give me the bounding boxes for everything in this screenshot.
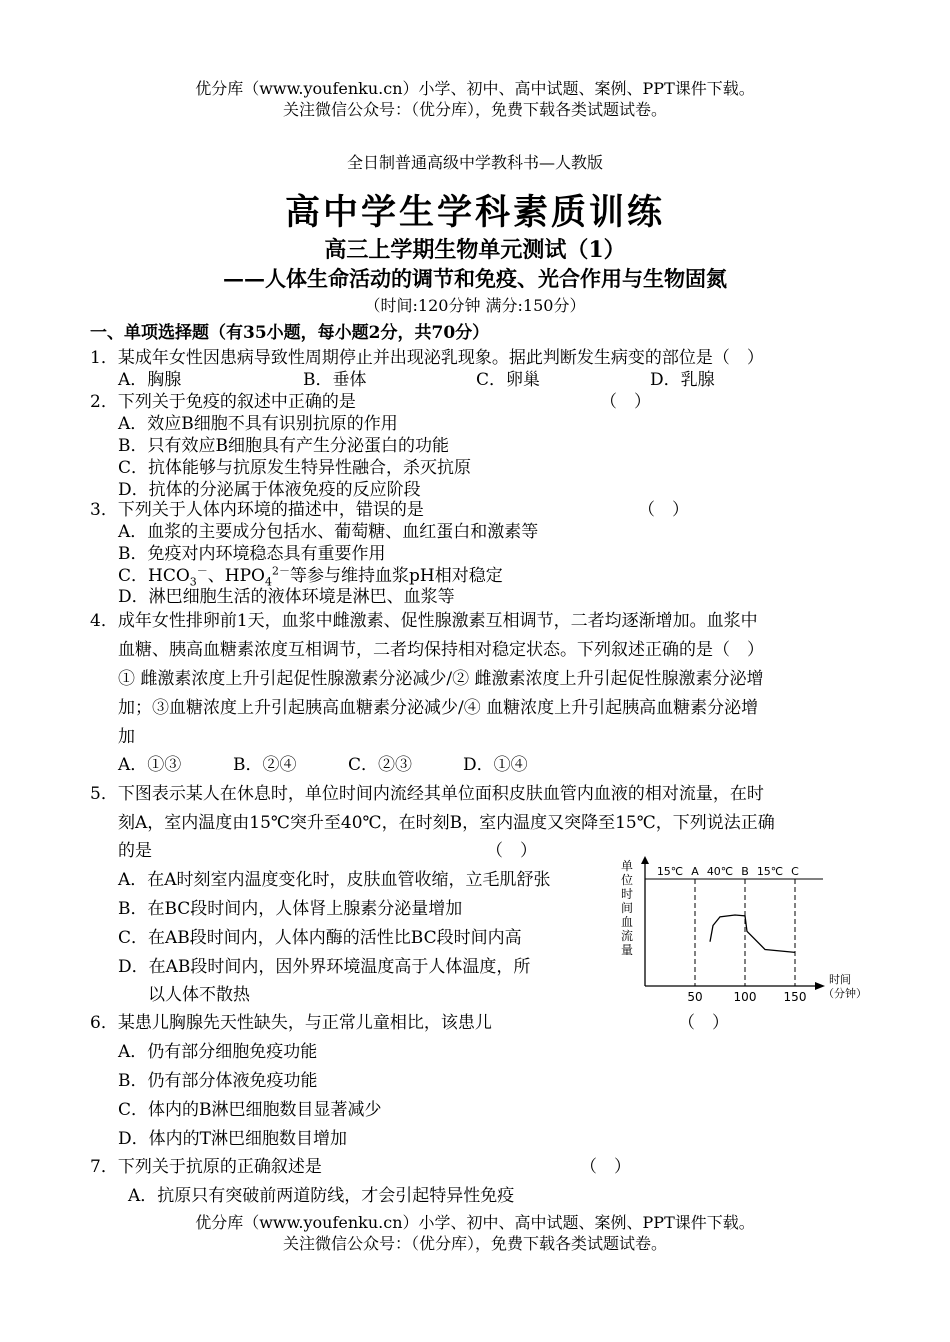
q5-answer-paren: （ ）	[486, 841, 537, 861]
q1-stem: 1．某成年女性因患病导致性周期停止并出现泌乳现象。据此判断发生病变的部位是（ ）	[90, 348, 764, 368]
y-axis-arrow	[641, 856, 649, 864]
q2-option-c: C．抗体能够与抗原发生特异性融合，杀灭抗原	[118, 458, 472, 478]
section-heading: 一、单项选择题（有35小题，每小题2分，共70分）	[90, 323, 490, 343]
q5-option-a: A．在A时刻室内温度变化时，皮肤血管收缩，立毛肌舒张	[118, 870, 551, 890]
zone-label: 15℃	[756, 865, 784, 878]
q1-option-c: C．卵巢	[476, 370, 541, 390]
x-tick-label: 100	[733, 990, 757, 1004]
q7-option-a: A．抗原只有突破前两道防线，才会引起特异性免疫	[128, 1186, 515, 1206]
q4-line-5: 加	[118, 727, 135, 747]
y-axis-label	[621, 859, 633, 957]
sub-title-topics: ——人体生命活动的调节和免疫、光合作用与生物固氮	[223, 266, 727, 291]
q1-option-d: D．乳腺	[650, 370, 715, 390]
blood-flow-series	[710, 915, 795, 952]
footer-line-1: 优分库（www.youfenku.cn）小学、初中、高中试题、案例、PPT课件下载。	[195, 1213, 755, 1232]
q3-option-d: D．淋巴细胞生活的液体环境是淋巴、血浆等	[118, 587, 455, 607]
q3-stem: 3．下列关于人体内环境的描述中，错误的是	[90, 500, 424, 520]
q6-option-b: B．仍有部分体液免疫功能	[118, 1071, 318, 1091]
y-axis-label-char: 时	[620, 887, 634, 901]
q5-option-c: C．在AB段时间内，人体内酶的活性比BC段时间内高	[118, 928, 522, 948]
zone-label: 40℃	[706, 865, 734, 878]
header-line-1: 优分库（www.youfenku.cn）小学、初中、高中试题、案例、PPT课件下载。	[195, 79, 755, 98]
q2-option-d: D．抗体的分泌属于体液免疫的反应阶段	[118, 480, 421, 500]
zone-label: 15℃	[656, 865, 684, 878]
y-axis-label-char: 单	[620, 859, 634, 873]
y-axis-label-char: 间	[620, 901, 634, 915]
q4-line-1: 4．成年女性排卵前1天，血浆中雌激素、促性腺激素互相调节，二者均逐渐增加。血浆中	[90, 611, 758, 631]
x-axis-label-line-2: （分钟）	[823, 987, 867, 1000]
y-axis-label-char: 血	[620, 915, 634, 929]
q5-line-2: 刻A，室内温度由15℃突升至40℃，在时刻B，室内温度又突降至15℃，下列说法正确	[118, 813, 775, 833]
q1-option-b: B．垂体	[303, 370, 367, 390]
q4-option-c: C．②③	[348, 755, 413, 775]
q4-option-d: D．①④	[463, 755, 528, 775]
q4-option-b: B．②④	[233, 755, 297, 775]
q6-option-c: C．体内的B淋巴细胞数目显著减少	[118, 1100, 382, 1120]
y-axis-label-char: 量	[620, 943, 634, 957]
y-axis-label-char: 流	[620, 929, 634, 943]
q5-option-d-line-2: 以人体不散热	[148, 985, 250, 1005]
q4-line-4: 加；③血糖浓度上升引起胰高血糖素分泌减少/④ 血糖浓度上升引起胰高血糖素分泌增	[118, 698, 759, 718]
q6-stem: 6．某患儿胸腺先天性缺失，与正常儿童相比，该患儿	[90, 1013, 492, 1033]
q1-option-a: A．胸腺	[118, 370, 182, 390]
exam-meta: （时间:120分钟 满分:150分）	[364, 296, 586, 315]
sub-title: 高三上学期生物单元测试（1）	[324, 237, 626, 263]
q5-option-b: B．在BC段时间内，人体肾上腺素分泌量增加	[118, 899, 463, 919]
footer-line-2: 关注微信公众号：（优分库），免费下载各类试题试卷。	[282, 1234, 667, 1253]
q4-line-3: ① 雌激素浓度上升引起促性腺激素分泌减少/② 雌激素浓度上升引起促性腺激素分泌增	[118, 669, 764, 689]
q3-option-c: C．$HCO_3^-$、$HPO_4^{2-}$等参与维持血浆pH相对稳定	[118, 564, 503, 589]
q3-option-b: B．免疫对内环境稳态具有重要作用	[118, 544, 386, 564]
q3-option-a: A．血浆的主要成分包括水、葡萄糖、血红蛋白和激素等	[118, 522, 539, 542]
header-line-2: 关注微信公众号：（优分库），免费下载各类试题试卷。	[282, 100, 667, 119]
q2-stem: 2．下列关于免疫的叙述中正确的是	[90, 392, 356, 412]
y-axis-label-char: 位	[620, 873, 634, 887]
q5-line-1: 5．下图表示某人在休息时，单位时间内流经其单位面积皮肤血管内血液的相对流量，在时	[90, 784, 764, 804]
x-tick-label: 150	[783, 990, 807, 1004]
x-tick-label: 50	[687, 990, 703, 1004]
q3-answer-paren: （ ）	[638, 500, 689, 520]
q2-option-b: B．只有效应B细胞具有产生分泌蛋白的功能	[118, 436, 449, 456]
q4-option-a: A．①③	[118, 755, 182, 775]
q2-option-a: A．效应B细胞不具有识别抗原的作用	[118, 414, 398, 434]
q7-answer-paren: （ ）	[580, 1157, 631, 1177]
q5-line-3: 的是	[118, 841, 152, 861]
q4-line-2: 血糖、胰高血糖素浓度互相调节，二者均保持相对稳定状态。下列叙述正确的是（ ）	[118, 640, 764, 660]
zone-label: A	[691, 865, 699, 878]
edition-label: 全日制普通高级中学教科书—人教版	[346, 153, 603, 172]
zone-label: C	[791, 865, 799, 878]
zone-label: B	[741, 865, 749, 878]
q7-stem: 7．下列关于抗原的正确叙述是	[90, 1157, 322, 1177]
q5-option-d-line-1: D．在AB段时间内，因外界环境温度高于人体温度，所	[118, 957, 531, 977]
q6-answer-paren: （ ）	[678, 1013, 729, 1033]
main-title: 高中学生学科素质训练	[284, 193, 665, 233]
blood-flow-chart	[615, 856, 875, 1006]
q2-answer-paren: （ ）	[600, 392, 651, 412]
q6-option-d: D．体内的T淋巴细胞数目增加	[118, 1129, 347, 1149]
q6-option-a: A．仍有部分细胞免疫功能	[118, 1042, 318, 1062]
x-axis-label-line-1: 时间	[829, 973, 851, 986]
